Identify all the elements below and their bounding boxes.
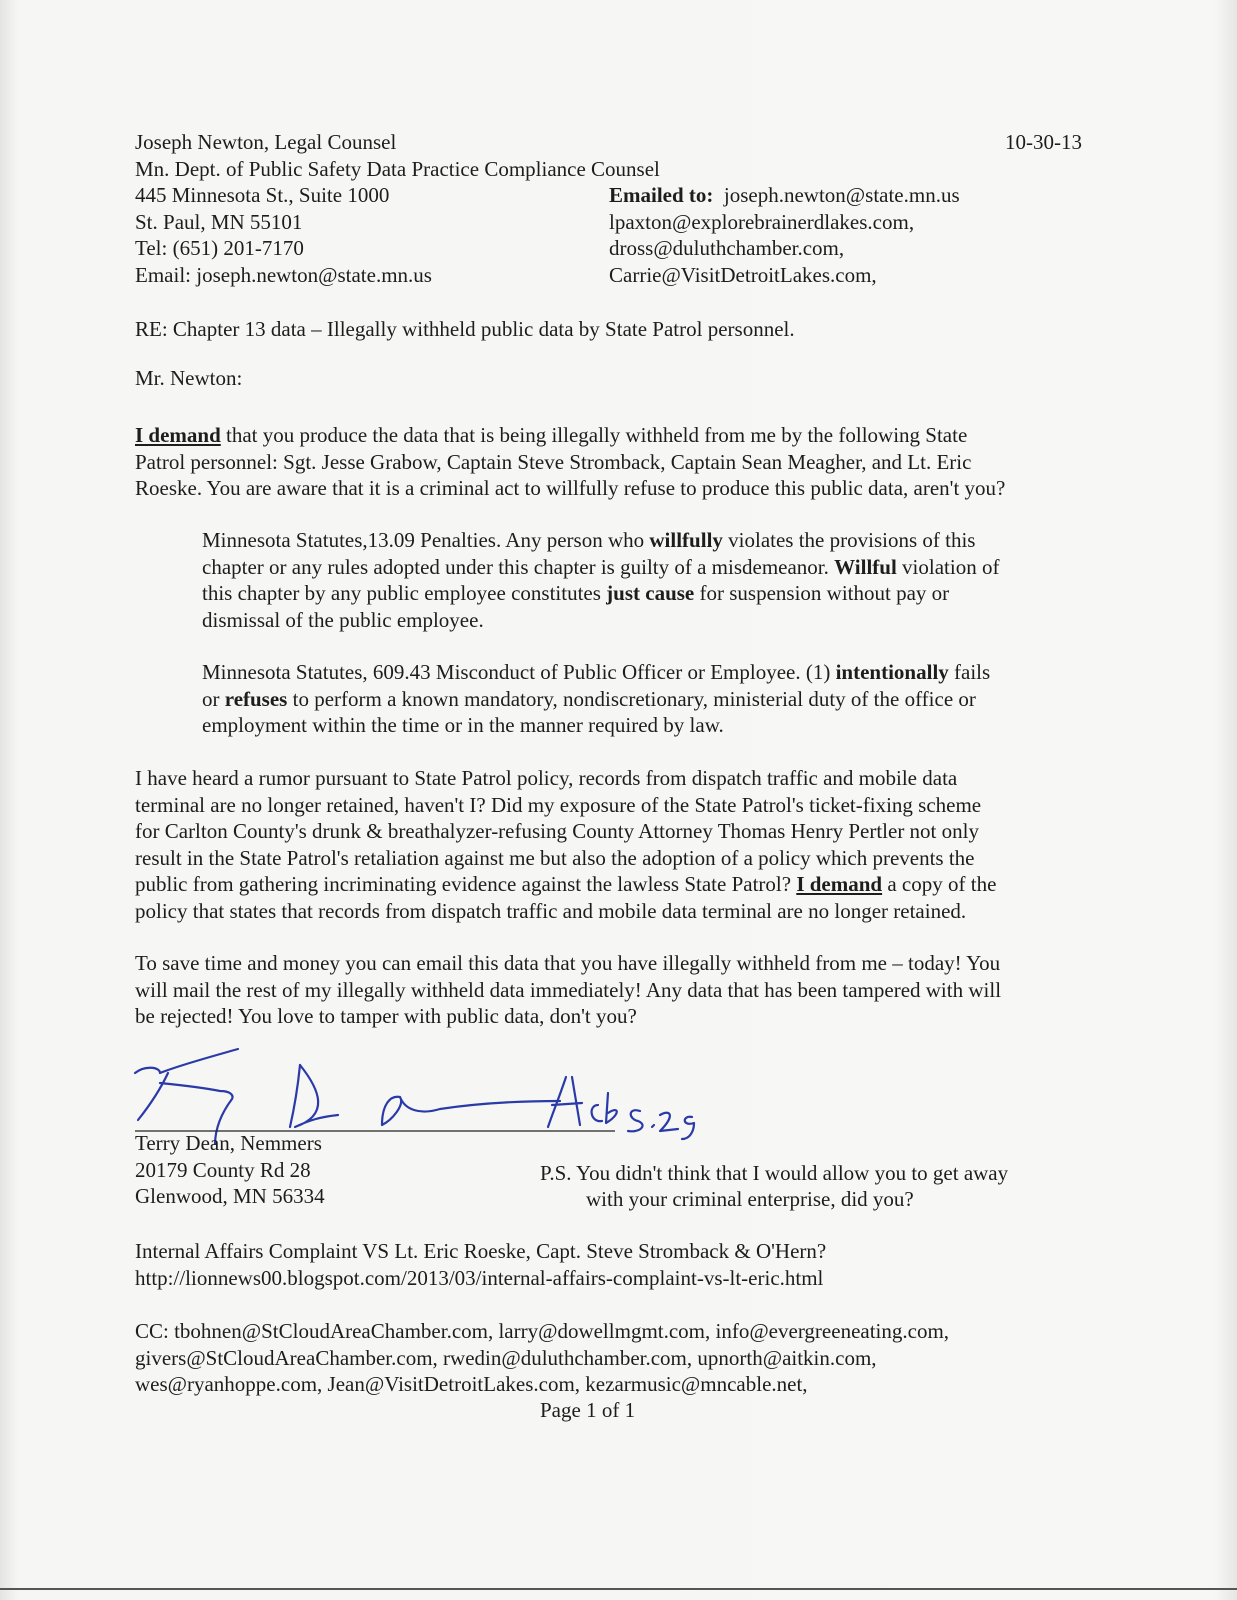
- text-run: To save time and money you can email this data that you have illegally withheld from me – today! You: [135, 951, 1001, 975]
- recipient-name: Joseph Newton, Legal Counsel: [135, 130, 397, 154]
- text-line: [135, 950, 1001, 977]
- postscript-line-1: P.S. You didn't think that I would allow you to get away: [540, 1161, 1009, 1185]
- recipient-phone: Tel: (651) 201-7170: [135, 236, 304, 260]
- paragraph-demand: [135, 422, 1005, 502]
- reference-url: http://lionnews00.blogspot.com/2013/03/internal-affairs-complaint-vs-lt-eric.html: [135, 1265, 824, 1290]
- handwritten-signature: [120, 1035, 740, 1145]
- text-line: [135, 818, 996, 845]
- cc-list: [135, 1318, 949, 1398]
- text-run: public from gathering incriminating evidence against the lawless State Patrol?: [135, 872, 797, 896]
- quote-statute-13-09: [202, 527, 999, 633]
- recipient-department: Mn. Dept. of Public Safety Data Practice Compliance Counsel: [135, 156, 660, 181]
- text-run: violates the provisions of this: [722, 528, 976, 552]
- emailed-to-address: dross@duluthchamber.com,: [609, 236, 845, 260]
- salutation: Mr. Newton:: [135, 366, 243, 390]
- text-run: Patrol personnel: Sgt. Jesse Grabow, Captain Steve Stromback, Captain Sean Meagher, and Lt. Eric: [135, 449, 972, 474]
- recipient-address-block: [135, 129, 660, 288]
- emphasis-underlined: I demand: [796, 872, 883, 896]
- emphasis-bold: willfully: [649, 528, 723, 552]
- text-line: [202, 712, 990, 739]
- text-line: [135, 898, 996, 925]
- text-line: [135, 422, 1005, 449]
- text-run: policy that states that records from dispatch traffic and mobile data terminal are no longer retained.: [135, 898, 967, 923]
- text-run: Minnesota Statutes, 609.43 Misconduct of Public Officer or Employee. (1): [202, 660, 836, 684]
- text-run: terminal are no longer retained, haven't I? Did my exposure of the State Patrol's ticket-fixing scheme: [135, 792, 982, 817]
- text-run: be rejected! You love to tamper with public data, don't you?: [135, 1004, 637, 1028]
- text-run: result in the State Patrol's retaliation against me but also the adoption of a policy which prevents the: [135, 845, 975, 870]
- cc-line: givers@StCloudAreaChamber.com, rwedin@duluthchamber.com, upnorth@aitkin.com,: [135, 1345, 877, 1370]
- recipient-email: Email: joseph.newton@state.mn.us: [135, 262, 432, 287]
- text-line: [202, 686, 990, 713]
- reference-block: [135, 1238, 826, 1291]
- text-run: I have heard a rumor pursuant to State Patrol policy, records from dispatch traffic and mobile data: [135, 766, 958, 790]
- text-run: violation of: [896, 554, 1000, 579]
- reference-title: Internal Affairs Complaint VS Lt. Eric Roeske, Capt. Steve Stromback & O'Hern?: [135, 1239, 827, 1263]
- text-line: [135, 845, 996, 872]
- text-run: for suspension without pay or: [694, 581, 950, 605]
- postscript-line-2: with your criminal enterprise, did you?: [586, 1187, 914, 1211]
- text-run: Minnesota Statutes,13.09 Penalties. Any person who: [202, 528, 650, 552]
- emailed-to-address: Carrie@VisitDetroitLakes.com,: [609, 262, 877, 287]
- cc-line: wes@ryanhoppe.com, Jean@VisitDetroitLakes.com, kezarmusic@mncable.net,: [135, 1372, 808, 1396]
- text-run: that you produce the data that is being illegally withheld from me by the following State: [220, 423, 968, 447]
- text-line: [135, 449, 1005, 476]
- quote-statute-609-43: [202, 659, 990, 739]
- emailed-to-address: joseph.newton@state.mn.us: [723, 183, 960, 207]
- paragraph-closing: [135, 950, 1001, 1030]
- text-run: employment within the time or in the manner required by law.: [202, 713, 724, 737]
- text-run: a copy of the: [882, 872, 997, 896]
- sender-city: Glenwood, MN 56334: [135, 1184, 325, 1208]
- emphasis-underlined: I demand: [135, 423, 221, 447]
- text-line: [202, 554, 999, 581]
- text-run: chapter or any rules adopted under this chapter is guilty of a misdemeanor.: [202, 554, 835, 579]
- paragraph-policy: [135, 765, 996, 924]
- text-run: Roeske. You are aware that it is a criminal act to willfully refuse to produce this public data, aren't you?: [135, 476, 1006, 500]
- text-run: will mail the rest of my illegally withheld data immediately! Any data that has been tampered with will: [135, 977, 1002, 1002]
- letter-date: 10-30-13: [1005, 130, 1082, 154]
- text-line: [135, 1003, 1001, 1030]
- page-number: Page 1 of 1: [540, 1398, 636, 1422]
- scan-edge-line: [0, 1588, 1237, 1590]
- text-line: [202, 580, 999, 607]
- sender-street: 20179 County Rd 28: [135, 1157, 311, 1182]
- text-line: [135, 792, 996, 819]
- recipient-city: St. Paul, MN 55101: [135, 209, 303, 234]
- text-line: [135, 871, 996, 898]
- sender-block: [135, 1130, 325, 1210]
- emphasis-bold: refuses: [224, 686, 288, 711]
- text-line: [135, 475, 1005, 502]
- text-run: for Carlton County's drunk & breathalyzer-refusing County Attorney Thomas Henry Pertler not only: [135, 819, 979, 843]
- sender-name: Terry Dean, Nemmers: [135, 1131, 322, 1155]
- text-line: [135, 765, 996, 792]
- text-run: this chapter by any public employee constitutes: [202, 581, 607, 605]
- text-line: [202, 607, 999, 634]
- emphasis-bold: Willful: [834, 554, 897, 579]
- text-line: [202, 527, 999, 554]
- text-run: to perform a known mandatory, nondiscretionary, ministerial duty of the office or: [287, 686, 976, 711]
- cc-line: CC: tbohnen@StCloudAreaChamber.com, larry@dowellmgmt.com, info@evergreeneating.com,: [135, 1319, 950, 1343]
- recipient-street: 445 Minnesota St., Suite 1000: [135, 183, 390, 207]
- text-line: [135, 977, 1001, 1004]
- emphasis-bold: just cause: [606, 581, 695, 605]
- emailed-to-label: Emailed to:: [609, 183, 714, 207]
- emailed-to-address: lpaxton@explorebrainerdlakes.com,: [609, 209, 915, 234]
- text-line: [202, 659, 990, 686]
- text-run: or: [202, 686, 225, 711]
- subject-line: RE: Chapter 13 data – Illegally withheld public data by State Patrol personnel.: [135, 317, 795, 341]
- emailed-to-block: [609, 182, 960, 288]
- text-run: dismissal of the public employee.: [202, 607, 484, 632]
- emphasis-bold: intentionally: [835, 660, 949, 684]
- text-run: fails: [948, 660, 991, 684]
